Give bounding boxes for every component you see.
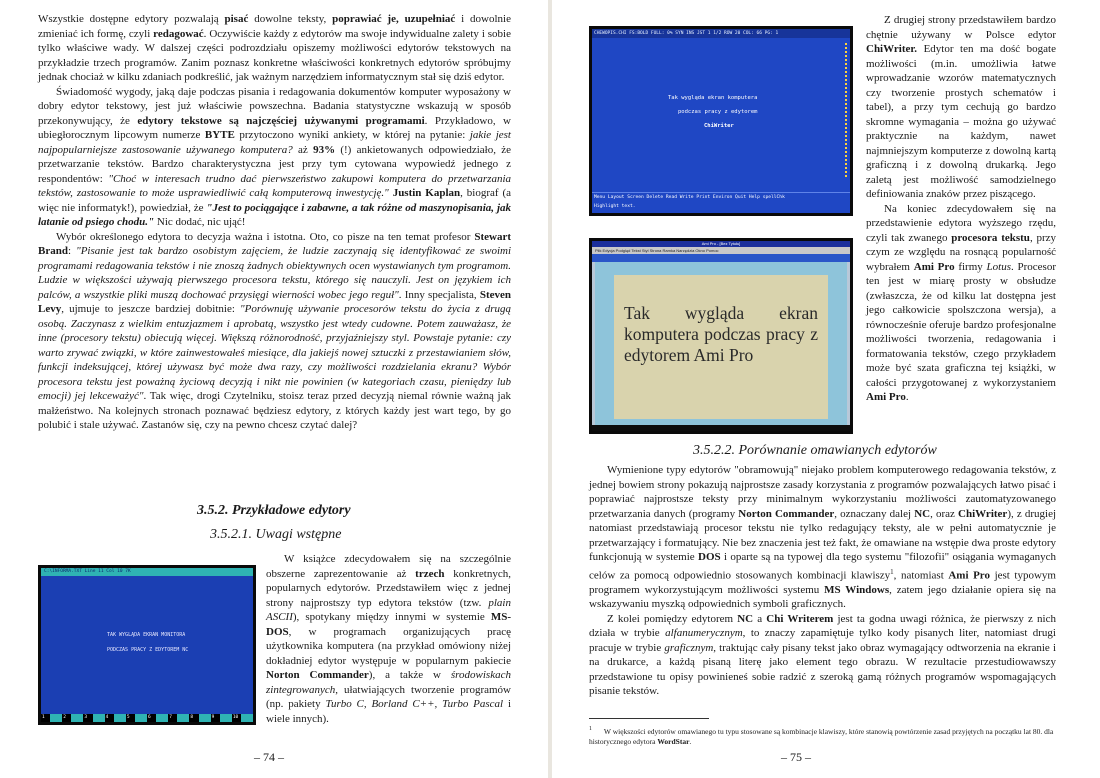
nc-screen — [41, 568, 253, 722]
text-run: Stewart Brand — [38, 230, 511, 257]
ami-status-bar — [592, 425, 850, 431]
text-run: . Tak więc, drogi Czytelniku, stoisz teraz przed decyzją niemal równie ważną jak małżeństwo. Na kolejnych stronach poznawać będziesz edytory, z których każdy jest wart tego, by go polubić i stale używać. Zastanów się, czy na pewno chcesz czytać dalej? — [38, 390, 511, 431]
text-run: Justin Kaplan — [392, 187, 461, 199]
text-run: . Oczywiście każdy z edytorów ma swoje indywidualne zalety i sobie tylko właściwe wady. W dalszej części podrozdziału opiszemy możliwości edytorów tekstowych na przykładzie trzech programów. Zanim poznasz konkretne właściwości konkretnych edytorów spróbujmy jednak chociaż w kilku zdaniach podkreślić, jak ważnym narzędziem informatycznym stał się dziś edytor. — [38, 27, 511, 83]
page-number-right: – 75 – — [781, 750, 811, 764]
text-run: "Jest to pociągające i zabawne, a tak różne od maszynopisania, jak latanie od psiego chodu." — [38, 201, 511, 228]
text-run: WordStar — [657, 736, 690, 746]
ami-page — [614, 275, 828, 419]
ami-title-text: Ami Pro - [Bez Tytułu] — [701, 241, 741, 246]
text-run: edytory tekstowe są najczęściej używanymi programami — [137, 114, 425, 127]
text-run: poprawiać je, uzupełniać — [332, 13, 456, 25]
fkey: 7 — [168, 714, 189, 722]
left-top-text — [38, 12, 511, 433]
text-run: Chi Writerem — [766, 612, 834, 625]
fkey: 3 — [83, 714, 104, 722]
ami-menu-bar: Plik Edycja Podgląd Tekst Styl Strona Ramka Narzędzia Okno Pomoc — [592, 247, 850, 254]
text-run: W większości edytorów omawianego tu typu stosowane są kombinacje klawiszy, które stanowią powtórzenie zasad przyjętych na początku lat 80. dla historycznego edytora — [589, 726, 1054, 746]
text-run: 1 — [890, 567, 894, 576]
fkey: 4 — [105, 714, 126, 722]
text-run: ChiWriter — [958, 507, 1008, 520]
section-heading: 3.5.2. Przykładowe edytory — [197, 503, 351, 518]
text-run: konkretnych, popularnych edytorów. Przedstawiłem więc z jednej strony najprostszy typ edytora tekstów (tzw. — [266, 567, 511, 609]
text-run: jakie jest najpopularniejsze zastosowanie używanego komputera? — [38, 129, 511, 156]
text-run: procesora tekstu — [951, 231, 1030, 244]
text-run: NC — [914, 507, 931, 520]
text-run: "Porównuję używanie procesorów tekstu do życia z drugą osobą. Zaczynasz z wielkim entuzjazmem i aprobatą, wszystko jest wtedy cudowne. Potem zauważasz, że inne (procesory tekstu) obiecują więcej. Większą różnorodność, przyjaźniejszy styl. Powstaje pytanie: czy warto zrywać związki, w które zainwestowałeś miesiące, dla jakiejś nowej sztuczki z przestawianiem słów, funkcji indeksującej, której używasz być może dwa razy, czy możliwości rozdzielania ekranu? Wybór procesora tekstu jest poważną życiową decyzją i nikt nie powinien (w kategoriach czasu, pieniędzy lub emocji) jej lekceważyć" — [38, 303, 511, 402]
text-run: Steven Levy — [38, 288, 511, 315]
text-run: , zatem jego działanie opiera się na wskazywaniu myszką odpowiednich symboli graficznych. — [589, 583, 1056, 611]
text-run: pisać — [224, 13, 249, 25]
text-run: trzech — [415, 567, 445, 580]
text-run: Wybór określonego edytora to decyzja ważna i istotna. Oto, co pisze na ten temat profesor — [56, 230, 475, 243]
left-paragraph — [38, 12, 511, 85]
text-run: Z drugiej strony przedstawiłem bardzo chętnie używany w Polsce edytor — [866, 14, 1056, 41]
text-run: MS Windows — [824, 583, 890, 596]
page-number-left: – 74 – — [254, 750, 284, 764]
text-run: a — [753, 612, 767, 625]
text-run: Wszystkie dostępne edytory pozwalają — [38, 13, 225, 25]
nc-status-bar: C:\INFORMA.TXT Line 11 Col 10 7K — [41, 568, 253, 576]
text-run: , ułatwiających tworzenie programów (np. pakiety — [266, 683, 511, 710]
text-run: Ami Pro — [866, 391, 906, 403]
footnote-text — [589, 727, 1053, 746]
text-run: aż — [292, 143, 314, 156]
text-run: i oparte są na typowej dla tego systemu "filozofii" osiągania wymaganych celów za pomocą odpowiednio stosowanych kombinacji klawiszy — [589, 551, 1056, 582]
text-run: , ujmuje to jeszcze bardziej dobitnie: — [61, 303, 241, 315]
text-run: , oraz — [930, 507, 959, 520]
nc-text-line: TAK WYGLĄDA EKRAN MONITORA — [107, 632, 186, 638]
text-run: . — [905, 391, 909, 403]
text-run: : — [67, 245, 77, 257]
text-run: ChiWriter. — [866, 43, 918, 55]
fkey: 9 — [211, 714, 232, 722]
text-run: Świadomość wygody, jaką daje podczas pisania i redagowania dokumentów komputer wyposażony w dobry edytor tekstowy, jest już właściwie powszechna. Badania statystyczne wskazują w sposób przekonywujący, że — [38, 85, 511, 127]
text-run: , oznaczany dalej — [834, 507, 915, 520]
fkey: 1 — [41, 714, 62, 722]
chi-text-line: Tak wygląda ekran komputera — [668, 95, 758, 101]
chi-status-bar: CHEWOPIS.CHI FS:BOLD FULL: 0% SYN INS JST 1 1/2 ROW 20 COL: 66 PG: 1 — [592, 29, 850, 38]
right-paragraph — [589, 463, 1056, 612]
text-run: , przy czym ze względu na rosnącą popularność wybrałem — [866, 231, 1056, 273]
chi-right-markers — [839, 43, 847, 177]
fkey: 8 — [189, 714, 210, 722]
text-run: dowolne teksty, — [248, 13, 333, 25]
fkey: 6 — [147, 714, 168, 722]
text-run: , biograf (a więc nie informatyk!), powiedział, że — [38, 187, 512, 214]
text-run: . — [689, 736, 692, 746]
chiwriter-screenshot — [589, 26, 853, 216]
left-side-text — [266, 552, 511, 726]
text-run: graficznym — [664, 641, 714, 654]
text-run: Ami Pro — [913, 260, 955, 273]
right-bottom-text — [589, 463, 1056, 699]
text-run: ), spotykany między innymi w systemie — [292, 611, 491, 623]
text-run: i wiele innych). — [266, 698, 511, 725]
text-run: , traktując cały pisany tekst jako obraz wymagający odtworzenia na ekranie i na drukarce, a każdą pisaną literę jako element tego obrazu. W rezultacie przestudiowawszy przedstawione tu opisy powinieneś sobie radzić z szeroką gamą różnych programów wspomagających pisanie tekstów. — [589, 641, 1056, 698]
text-run: środowiskach zintegrowanych — [266, 669, 511, 696]
text-run: . Procesor ten jest w miarę prosty w obsłudze (zwłaszcza, że od kilku lat dostępna jest jego całkowicie spolszczona wersja), a równocześnie oferuje bardzo profesjonalne możliwości tworzenia, redagowania i formatowania tekstów, czego przykładem może być szata graficzna tej książki, w całości przygotowanej z wykorzystaniem — [866, 260, 1056, 389]
text-run: Z kolei pomiędzy edytorem — [607, 612, 738, 625]
text-run: , to znaczy zapamiętuje tylko kody pisanych liter, natomiast drugi pracuje w trybie — [589, 627, 1056, 654]
footnote-rule — [589, 718, 709, 719]
right-paragraph — [866, 13, 1056, 202]
text-run: jest typowym programem wykorzystującym możliwości systemu — [589, 569, 1056, 596]
subsection-heading: 3.5.2.2. Porównanie omawianych edytorów — [693, 443, 937, 458]
ami-page-text: Tak wygląda ekran komputera podczas pracy z edytorem Ami Pro — [624, 303, 818, 365]
text-run: jest ta godna uwagi różnica, że pierwszy z nich działa w trybie — [589, 612, 1056, 640]
text-run: . Przykładowo, w ubiegłorocznym lipcowym numerze — [38, 114, 511, 141]
text-run: DOS — [698, 551, 721, 563]
chi-text-line: podczas pracy z edytorem — [678, 109, 758, 115]
text-run: Nic dodać, nic ująć! — [154, 216, 246, 228]
text-run: Na koniec zdecydowałem się na przedstawienie edytora wyższego rzędu, czyli tak zwanego — [866, 202, 1056, 244]
text-run: Edytor ten ma dość bogate możliwości (m.in. umożliwia łatwe wprowadzanie wzorów matematycznych czy tworzenie prostych schematów i tabel), a przy tym cechują go bardzo skromne wymagania – można go używać praktycznie na każdym, nawet najmniejszym komputerze z dowolną kartą graficzną i z dowolną drukarką. Jego zaletą jest możliwość samodzielnego definiowania znaków przez piszącego. — [866, 43, 1056, 200]
text-run: firmy — [954, 260, 987, 273]
text-run: Ami Pro — [948, 569, 990, 582]
amipro-screen — [592, 241, 850, 431]
text-run: redagować — [153, 27, 204, 40]
text-run: ), z drugiej natomiast przedstawiają procesor tekstu nie tylko redagujący teksty, ale w pełni automatycznie je przetwarzający i formatujący. Nie bez znaczenia jest też fakt, że omawiane na wstępie dwa proste edytory funkcjonują w systemie — [589, 507, 1057, 563]
fkey: 5 — [126, 714, 147, 722]
fkey: 10 — [232, 714, 253, 722]
text-run: , w programach organizujących pracę użytkownika komputera (na przykład omówiony niżej dokładniej edytor występuje w popularnym pakiecie — [266, 625, 511, 667]
right-paragraph — [589, 612, 1056, 699]
left-page — [0, 0, 548, 778]
text-run: MS-DOS — [266, 611, 511, 638]
nc-text-line: PODCZAS PRACY Z EDYTOREM NC — [107, 647, 189, 653]
text-run: ), a także w — [368, 669, 451, 681]
right-paragraph — [866, 202, 1056, 405]
left-side-paragraph — [266, 552, 511, 726]
text-run: (!) ankietowanych odpowiedziało, że przetwarzanie tekstów. Bardzo charakterystyczna jest przy tym cytowana wypowiedź jednego z respondentów: — [38, 143, 511, 185]
nc-editor-screenshot — [38, 565, 256, 725]
text-run: przytoczono wyniki ankiety, w której na pytanie: — [234, 129, 470, 141]
chi-menu-bar: Menu Layout Screen Delete Read Write Print Environ Quit Help spellChk — [592, 192, 850, 202]
text-run: BYTE — [204, 129, 235, 141]
text-run: NC — [737, 612, 754, 625]
text-run: Norton Commander — [738, 507, 835, 520]
text-run: Lotus — [986, 260, 1011, 273]
text-run: "Choć w interesach trudno dać pierwszeństwo zakupowi komputera do przetwarzania tekstów, zastosowanie to może usprawiedliwić całą komputerową inwestycję." — [38, 172, 511, 199]
chi-text-line: ChiWriter — [704, 123, 734, 129]
text-run: W książce zdecydowałem się na szczególnie obszerne zaprezentowanie aż — [266, 553, 511, 580]
right-top-text — [866, 13, 1056, 405]
left-paragraph — [38, 85, 511, 230]
text-run: . Inny specjalista, — [398, 288, 480, 301]
text-run: plain ASCII — [266, 596, 511, 623]
text-run: Norton Commander — [266, 669, 369, 681]
ami-toolbar — [592, 254, 850, 262]
chi-hint-line: Highlight text. — [594, 204, 636, 209]
text-run: "Pisanie jest tak bardzo osobistym zajęciem, że ludzie zaczynają się identyfikować ze swoimi programami redagowania tekstów i nie znoszą żadnych obiektywnych ocen wystawianych tym programom. Ludzie w większości używają pierwszego procesora tekstu, którego się nauczyli. Jest on językiem ich palców, a wszystkie pliki muszą dochować przysięgi wierności wobec jego reguł" — [38, 245, 511, 301]
amipro-screenshot — [589, 238, 853, 434]
footnote — [589, 724, 1056, 747]
text-run: 93% — [313, 143, 336, 156]
text-run: , natomiast — [893, 569, 949, 582]
left-paragraph — [38, 230, 511, 433]
text-run: Wymienione typy edytorów "obramowują" niejako problem komputerowego redagowania tekstów, z jednej bowiem strony pokazują najprostsze zasady korzystania z programów pozwalających łatwo pisać i poprawiać najprostsze teksty przy minimalnym wykorzystaniu możliwości zautomatyzowanego przetwarzania danych (programy — [589, 464, 1056, 520]
nc-function-keys — [41, 714, 253, 722]
chiwriter-screen — [592, 29, 850, 213]
fkey: 2 — [62, 714, 83, 722]
text-run: Turbo C, Borland C++, Turbo Pascal — [325, 698, 504, 710]
footnote-number: 1 — [589, 726, 592, 732]
subsection-heading: 3.5.2.1. Uwagi wstępne — [210, 527, 342, 542]
text-run: i dowolnie zmieniać ich formę, czyli — [38, 13, 511, 40]
right-page — [552, 0, 1100, 778]
text-run: alfanumerycznym — [665, 627, 743, 640]
